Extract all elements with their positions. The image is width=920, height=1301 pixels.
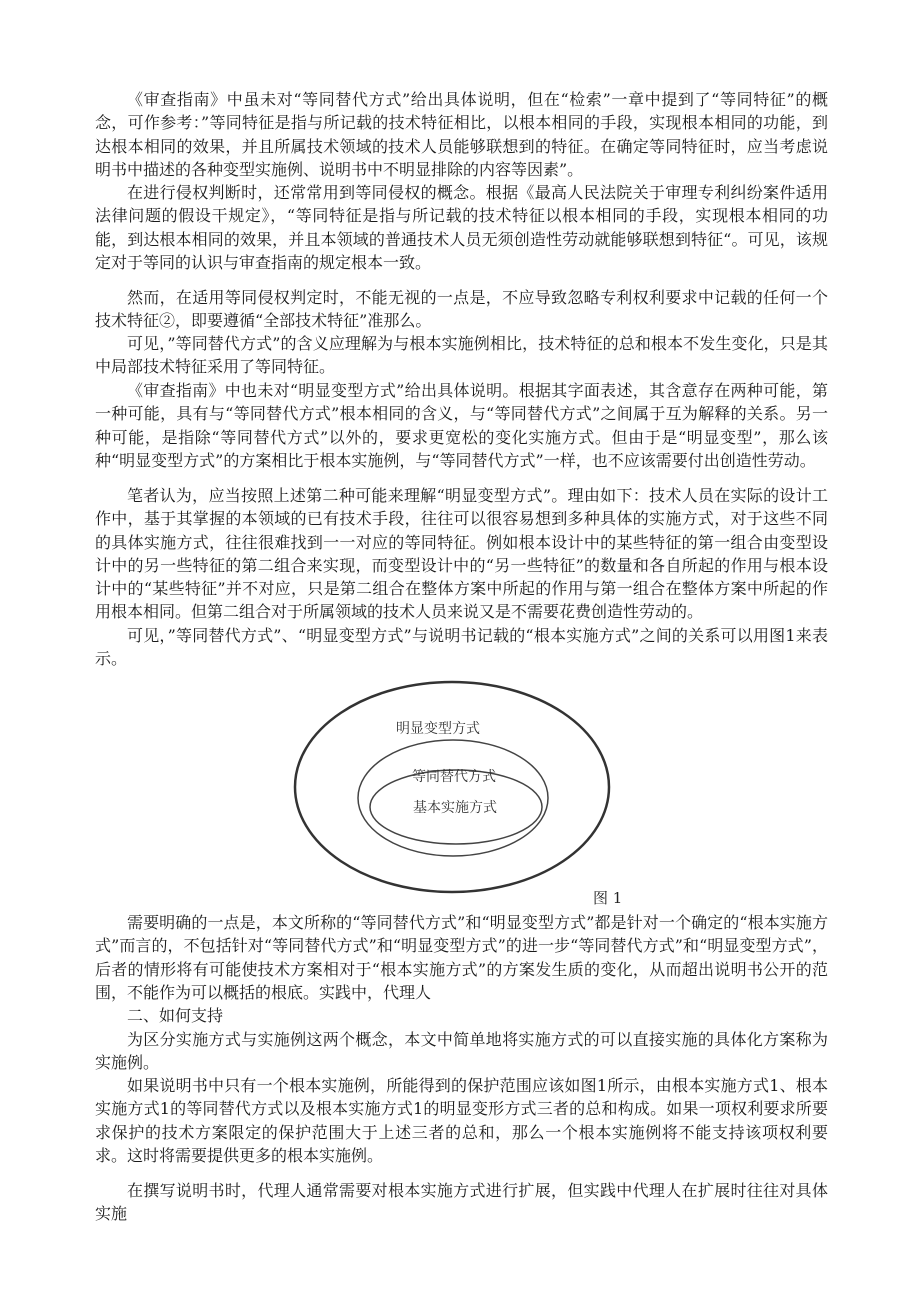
paragraph-1: 《审查指南》中虽未对“等同替代方式”给出具体说明，但在“检索”一章中提到了“等同特征”的概念，可作参考：”等同特征是指与所记载的技术特征相比，以根本相同的手段，实现根本相同的功能，到达根本相同的效果，并且所属技术领域的技术人员能够联想到的特征。在确定等同特征时，应当考虑说明书中描述的各种变型实施例、说明书中不明显排除的内容等因素”。	[95, 90, 828, 179]
paragraph-3: 然而，在适用等同侵权判定时，不能无视的一点是，不应导致忽略专利权利要求中记载的任何一个技术特征②，即要遵循“全部技术特征”准那么。	[95, 288, 828, 331]
outer-ellipse-label: 明显变型方式	[396, 721, 480, 737]
nested-ellipse-figure	[280, 673, 640, 913]
middle-ellipse-label: 等同替代方式	[412, 769, 496, 785]
paragraph-2: 在进行侵权判断时，还常常用到等同侵权的概念。根据《最高人民法院关于审理专利纠纷案件适用法律问题的假设干规定》，“等同特征是指与所记载的技术特征以根本相同的手段，实现根本相同的功能，到达根本相同的效果，并且本领域的普通技术人员无须创造性劳动就能够联想到特征“。可见，该规定对于等同的认识与审查指南的规定根本一致。	[95, 183, 828, 272]
ellipse-diagram	[280, 673, 640, 913]
paragraph-10: 如果说明书中只有一个根本实施例，所能得到的保护范围应该如图1所示，由根本实施方式1、根本实施方式1的等同替代方式以及根本实施方式1的明显变形方式三者的总和构成。如果一项权利要求所要求保护的技术方案限定的保护范围大于上述三者的总和，那么一个根本实施例将不能支持该项权利要求。这时将需要提供更多的根本实施例。	[95, 1076, 828, 1165]
paragraph-7: 可见，”等同替代方式”、“明显变型方式”与说明书记载的“根本实施方式”之间的关系可以用图1来表示。	[95, 626, 828, 669]
paragraph-4: 可见，”等同替代方式”的含义应理解为与根本实施例相比，技术特征的总和根本不发生变化，只是其中局部技术特征采用了等同特征。	[95, 334, 828, 377]
paragraph-11: 在撰写说明书时，代理人通常需要对根本实施方式进行扩展，但实践中代理人在扩展时往往对具体实施	[95, 1181, 828, 1224]
paragraph-8: 需要明确的一点是，本文所称的“等同替代方式”和“明显变型方式”都是针对一个确定的“根本实施方式”而言的，不包括针对“等同替代方式”和“明显变型方式”的进一步“等同替代方式”和“明显变型方式”，后者的情形将有可能使技术方案相对于“根本实施方式”的方案发生质的变化，从而超出说明书公开的范围，不能作为可以概括的根底。实践中，代理人	[95, 913, 828, 1002]
paragraph-9: 为区分实施方式与实施例这两个概念，本文中简单地将实施方式的可以直接实施的具体化方案称为实施例。	[95, 1030, 828, 1073]
inner-ellipse-label: 基本实施方式	[413, 800, 497, 816]
outer-ellipse	[295, 682, 609, 892]
paragraph-6: 笔者认为，应当按照上述第二种可能来理解“明显变型方式”。理由如下：技术人员在实际的设计工作中，基于其掌握的本领域的已有技术手段，往往可以很容易想到多种具体的实施方式，对于这些不同的具体实施方式，往往很难找到一一对应的等同特征。例如根本设计中的某些特征的第一组合由变型设计中的另一些特征的第二组合来实现，而变型设计中的“另一些特征”的数量和各自所起的作用与根本设计中的“某些特征”并不对应，只是第二组合在整体方案中所起的作用与第一组合在整体方案中所起的作用根本相同。但第二组合对于所属领域的技术人员来说又是不需要花费创造性劳动的。	[95, 486, 828, 622]
figure-caption: 图 1	[593, 889, 623, 907]
section-heading: 二、如何支持	[127, 1006, 224, 1025]
paragraph-5: 《审查指南》中也未对“明显变型方式”给出具体说明。根据其字面表述，其含意存在两种可能，第一种可能，具有与“等同替代方式”根本相同的含义，与“等同替代方式”之间属于互为解释的关系。另一种可能，是指除“等同替代方式”以外的，要求更宽松的变化实施方式。但由于是“明显变型”，那么该种“明显变型方式”的方案相比于根本实施例，与“等同替代方式”一样，也不应该需要付出创造性劳动。	[95, 381, 828, 470]
